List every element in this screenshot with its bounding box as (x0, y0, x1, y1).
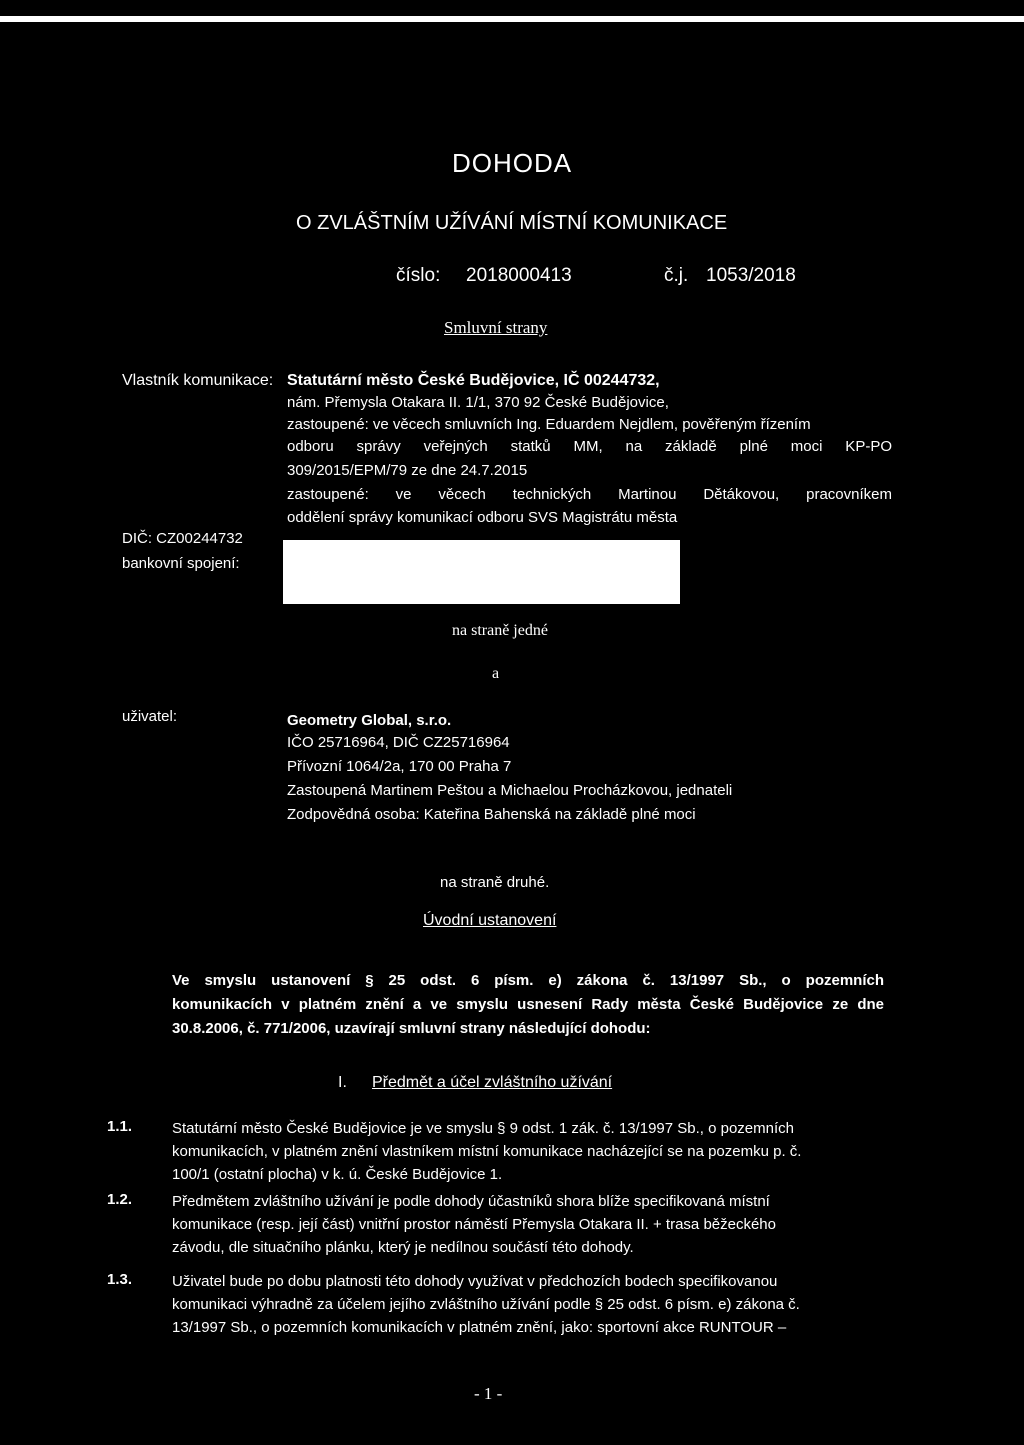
item-1-3-line-2: komunikaci výhradně za účelem jejího zvláštního užívání podle § 25 odst. 6 písm. e) zákona č. (172, 1296, 800, 1313)
owner-label: Vlastník komunikace: (122, 372, 274, 389)
item-1-3-line-3: 13/1997 Sb., o pozemních komunikacích v platném znění, jako: sportovní akce RUNTOUR – (172, 1319, 787, 1336)
item-1-2-line-1: Předmětem zvláštního užívání je podle dohody účastníků shora blíže specifikovaná místní (172, 1193, 770, 1210)
item-1-1-line-1: Statutární město České Budějovice je ve smyslu § 9 odst. 1 zák. č. 13/1997 Sb., o pozemních (172, 1120, 794, 1137)
owner-dic: DIČ: CZ00244732 (122, 530, 243, 547)
owner-name: Statutární město České Budějovice, IČ 00244732, (287, 372, 660, 389)
document-title: DOHODA (451, 148, 573, 178)
page-number: - 1 - (474, 1384, 503, 1403)
owner-representative-1: zastoupené: ve věcech smluvních Ing. Eduardem Nejdlem, pověřeným řízením (287, 416, 811, 433)
article-number: I. (338, 1074, 347, 1091)
side-one-label: na straně jedné (452, 622, 548, 639)
user-address: Přívozní 1064/2a, 170 00 Praha 7 (287, 758, 512, 775)
owner-representative-2: odboru správy veřejných statků MM, na základě plné moci KP-PO (287, 438, 892, 455)
redacted-bank-details (283, 540, 680, 604)
and-conjunction: a (492, 665, 500, 682)
item-number: 1.2. (107, 1191, 133, 1208)
intro-line-2: komunikacích v platném znění a ve smyslu usnesení Rady města České Budějovice ze dne (172, 996, 884, 1013)
user-representatives: Zastoupená Martinem Peštou a Michaelou Procházkovou, jednateli (287, 782, 733, 799)
owner-address: nám. Přemysla Otakara II. 1/1, 370 92 České Budějovice, (287, 394, 669, 411)
section-heading-parties: Smluvní strany (444, 318, 548, 337)
intro-line-3: 30.8.2006, č. 771/2006, uzavírají smluvní strany následující dohodu: (172, 1020, 651, 1037)
side-two-label: na straně druhé. (440, 874, 550, 891)
owner-power-of-attorney: 309/2015/EPM/79 ze dne 24.7.2015 (287, 462, 528, 479)
owner-bank-label: bankovní spojení: (122, 555, 240, 572)
item-number: 1.3. (107, 1271, 133, 1288)
intro-heading: Úvodní ustanovení (423, 912, 557, 929)
cislo-label: číslo: (396, 265, 441, 286)
cj-value: 1053/2018 (706, 265, 796, 286)
owner-technical-1: zastoupené: ve věcech technických Martinou Dětákovou, pracovníkem (287, 486, 892, 503)
item-number: 1.1. (107, 1118, 133, 1135)
user-ico-dic: IČO 25716964, DIČ CZ25716964 (287, 734, 510, 751)
document-subtitle: O ZVLÁŠTNÍM UŽÍVÁNÍ MÍSTNÍ KOMUNIKACE (296, 212, 728, 234)
user-name: Geometry Global, s.r.o. (287, 712, 452, 729)
user-responsible-person: Zodpovědná osoba: Kateřina Bahenská na základě plné moci (287, 806, 696, 823)
item-1-1-line-2: komunikacích, v platném znění vlastníkem místní komunikace nacházející se na pozemku p. č. (172, 1143, 802, 1160)
cj-label: č.j. (664, 265, 689, 286)
item-1-1-line-3: 100/1 (ostatní plocha) v k. ú. České Budějovice 1. (172, 1166, 503, 1183)
owner-technical-2: oddělení správy komunikací odboru SVS Magistrátu města (287, 509, 678, 526)
intro-line-1: Ve smyslu ustanovení § 25 odst. 6 písm. e) zákona č. 13/1997 Sb., o pozemních (172, 972, 884, 989)
top-border-line (0, 16, 1024, 22)
item-1-2-line-3: závodu, dle situačního plánku, který je nedílnou součástí této dohody. (172, 1239, 634, 1256)
item-1-2-line-2: komunikace (resp. její část) vnitřní prostor náměstí Přemysla Otakara II. + trasa běžeckého (172, 1216, 776, 1233)
user-label: uživatel: (122, 708, 178, 725)
item-1-3-line-1: Uživatel bude po dobu platnosti této dohody využívat v předchozích bodech specifikovanou (172, 1273, 778, 1290)
cislo-value: 2018000413 (466, 265, 572, 286)
article-heading: Předmět a účel zvláštního užívání (372, 1074, 613, 1091)
